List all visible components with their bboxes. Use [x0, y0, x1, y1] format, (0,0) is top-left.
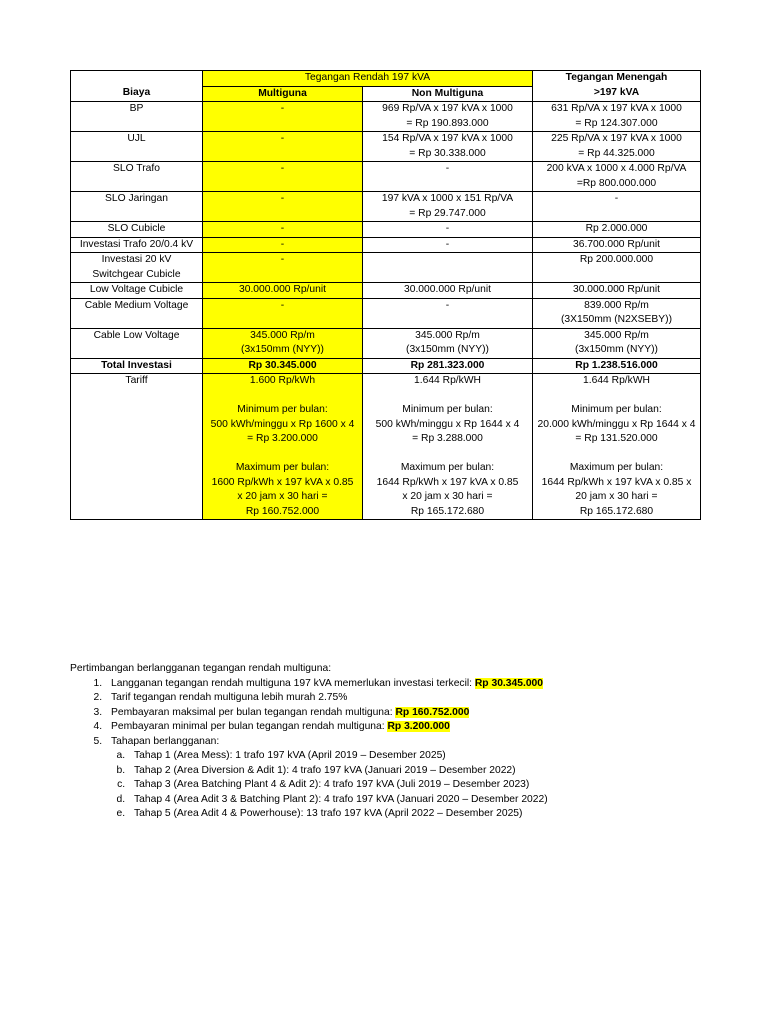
cell-non-multiguna: 154 Rp/VA x 197 kVA x 1000 = Rp 30.338.000 — [363, 132, 533, 162]
row-label: SLO Trafo — [71, 162, 203, 192]
table-row — [71, 222, 701, 238]
consideration-text: Langganan tegangan rendah multiguna 197 kVA memerlukan investasi terkecil: — [111, 677, 475, 689]
cell-medium: 345.000 Rp/m (3x150mm (NYY)) — [533, 328, 701, 358]
cell-non-multiguna: - — [363, 162, 533, 192]
stage-item: c. Tahap 3 (Area Batching Plant 4 & Adit 2): 4 trafo 197 kVA (Juli 2019 – Desember 2023) — [128, 778, 730, 793]
cell-non-multiguna: 30.000.000 Rp/unit — [363, 283, 533, 299]
cell-multiguna: - — [203, 298, 363, 328]
table-row — [71, 237, 701, 253]
header-multiguna: Multiguna — [203, 86, 363, 102]
row-label: Cable Medium Voltage — [71, 298, 203, 328]
tariff-non-multiguna: 1.644 Rp/kWH Minimum per bulan: 500 kWh/minggu x Rp 1644 x 4 = Rp 3.288.000 Maximum per bulan: 1644 Rp/kWh x 197 kVA x 0.85 x 20 jam x 30 hari = Rp 165.172.680 — [363, 374, 533, 520]
table-row — [71, 162, 701, 192]
consideration-item — [105, 691, 730, 706]
cell-medium: Rp 200.000.000 — [533, 253, 701, 283]
consideration-highlight: Rp 160.752.000 — [395, 706, 470, 718]
cell-multiguna: 30.000.000 Rp/unit — [203, 283, 363, 299]
row-label: SLO Jaringan — [71, 192, 203, 222]
cell-non-multiguna: 197 kVA x 1000 x 151 Rp/VA = Rp 29.747.000 — [363, 192, 533, 222]
stage-list — [111, 749, 730, 822]
table-row — [71, 253, 701, 283]
cell-medium: 36.700.000 Rp/unit — [533, 237, 701, 253]
cell-non-multiguna — [363, 253, 533, 283]
cost-comparison-table — [70, 70, 701, 520]
stage-item: b. Tahap 2 (Area Diversion & Adit 1): 4 trafo 197 kVA (Januari 2019 – Desember 2022) — [128, 764, 730, 779]
cell-non-multiguna: - — [363, 298, 533, 328]
consideration-highlight: Rp 3.200.000 — [387, 721, 450, 732]
consideration-text: Pembayaran maksimal per bulan tegangan rendah multiguna: — [111, 706, 396, 718]
header-empty-cell — [71, 71, 203, 87]
table-row — [71, 298, 701, 328]
cell-medium: 30.000.000 Rp/unit — [533, 283, 701, 299]
stage-item: a. Tahap 1 (Area Mess): 1 trafo 197 kVA (April 2019 – Desember 2025) — [128, 749, 730, 764]
consideration-item — [105, 720, 730, 735]
row-label: UJL — [71, 132, 203, 162]
cell-medium: 631 Rp/VA x 197 kVA x 1000 = Rp 124.307.000 — [533, 102, 701, 132]
consideration-item — [105, 735, 730, 822]
cell-medium: - — [533, 192, 701, 222]
table-row — [71, 283, 701, 299]
cell-multiguna: - — [203, 222, 363, 238]
consideration-text: Pembayaran minimal per bulan tegangan rendah multiguna: — [111, 721, 388, 732]
header-item: Biaya — [71, 86, 203, 102]
total-multiguna: Rp 30.345.000 — [203, 358, 363, 374]
cell-non-multiguna: - — [363, 222, 533, 238]
consideration-text: Tahapan berlangganan: — [111, 735, 220, 747]
cell-non-multiguna: 345.000 Rp/m (3x150mm (NYY)) — [363, 328, 533, 358]
consideration-item — [105, 677, 730, 692]
table-row — [71, 102, 701, 132]
row-label: SLO Cubicle — [71, 222, 203, 238]
cell-multiguna: - — [203, 162, 363, 192]
total-row — [71, 358, 701, 374]
tariff-label: Tariff — [71, 374, 203, 520]
cell-multiguna: 345.000 Rp/m (3x150mm (NYY)) — [203, 328, 363, 358]
tariff-multiguna: 1.600 Rp/kWh Minimum per bulan: 500 kWh/minggu x Rp 1600 x 4 = Rp 3.200.000 Maximum per bulan: 1600 Rp/kWh x 197 kVA x 0.85 x 20 jam x 30 hari = Rp 160.752.000 — [203, 374, 363, 520]
cell-medium: 839.000 Rp/m (3X150mm (N2XSEBY)) — [533, 298, 701, 328]
consideration-item — [105, 706, 730, 721]
total-medium: Rp 1.238.516.000 — [533, 358, 701, 374]
cell-multiguna: - — [203, 192, 363, 222]
cell-multiguna: - — [203, 132, 363, 162]
table-group-header-row — [71, 71, 701, 87]
total-non-multiguna: Rp 281.323.000 — [363, 358, 533, 374]
stage-item: e. Tahap 5 (Area Adit 4 & Powerhouse): 13 trafo 197 kVA (April 2022 – Desember 2025) — [128, 807, 730, 822]
cell-non-multiguna: - — [363, 237, 533, 253]
table-row — [71, 192, 701, 222]
cell-multiguna: - — [203, 102, 363, 132]
table-row — [71, 132, 701, 162]
cell-multiguna: - — [203, 237, 363, 253]
cell-medium: 225 Rp/VA x 197 kVA x 1000 = Rp 44.325.000 — [533, 132, 701, 162]
row-label: Cable Low Voltage — [71, 328, 203, 358]
cell-medium: 200 kVA x 1000 x 4.000 Rp/VA =Rp 800.000.000 — [533, 162, 701, 192]
considerations-list — [70, 677, 730, 822]
considerations-section — [70, 662, 730, 822]
total-label: Total Investasi — [71, 358, 203, 374]
row-label: Low Voltage Cubicle — [71, 283, 203, 299]
cell-multiguna: - — [203, 253, 363, 283]
row-label: BP — [71, 102, 203, 132]
table-row — [71, 328, 701, 358]
consideration-text: Tarif tegangan rendah multiguna lebih murah 2.75% — [111, 692, 348, 703]
table-body — [71, 102, 701, 359]
cell-non-multiguna: 969 Rp/VA x 197 kVA x 1000 = Rp 190.893.000 — [363, 102, 533, 132]
considerations-intro: Pertimbangan berlangganan tegangan rendah multiguna: — [70, 663, 332, 674]
consideration-highlight: Rp 30.345.000 — [474, 677, 543, 689]
header-low-voltage: Tegangan Rendah 197 kVA — [203, 71, 533, 87]
row-label: Investasi Trafo 20/0.4 kV — [71, 237, 203, 253]
cell-medium: Rp 2.000.000 — [533, 222, 701, 238]
tariff-medium: 1.644 Rp/kWH Minimum per bulan: 20.000 kWh/minggu x Rp 1644 x 4 = Rp 131.520.000 Maximum per bulan: 1644 Rp/kWh x 197 kVA x 0.85 x 20 jam x 30 hari = Rp 165.172.680 — [533, 374, 701, 520]
header-non-multiguna: Non Multiguna — [363, 86, 533, 102]
tariff-row — [71, 374, 701, 520]
stage-item: d. Tahap 4 (Area Adit 3 & Batching Plant 2): 4 trafo 197 kVA (Januari 2020 – Desember 2022) — [128, 793, 730, 808]
header-medium-voltage: Tegangan Menengah >197 kVA — [533, 71, 701, 102]
row-label: Investasi 20 kV Switchgear Cubicle — [71, 253, 203, 283]
